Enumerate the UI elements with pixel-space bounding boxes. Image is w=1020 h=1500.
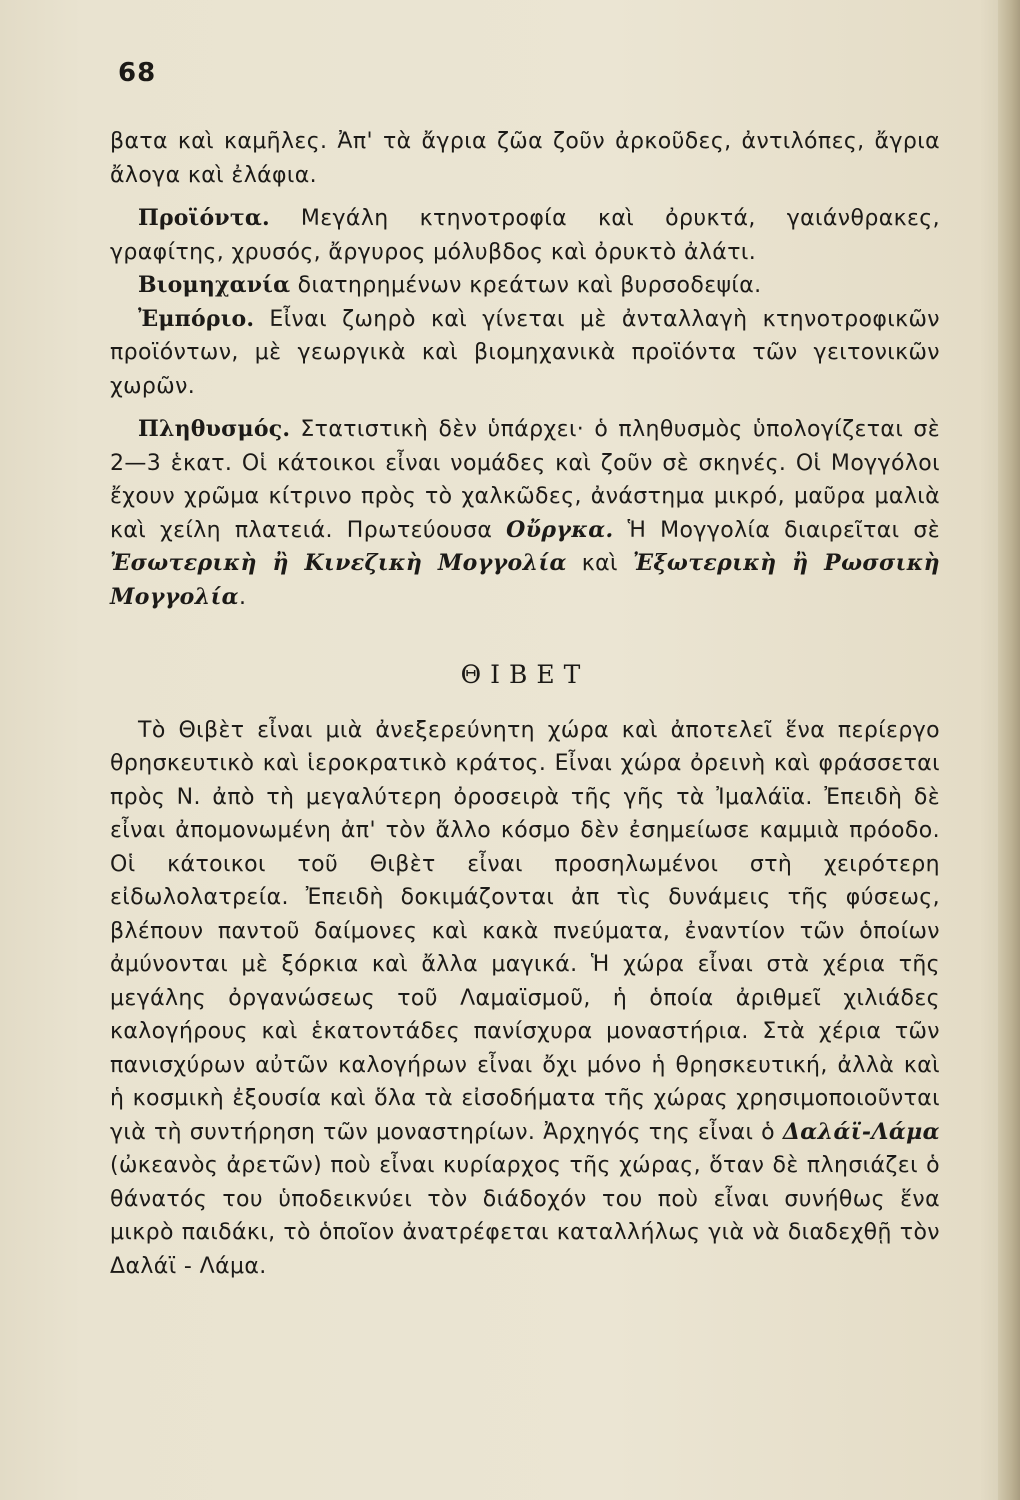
paragraph-animals: βατα καὶ καμῆλες. Ἀπ' τὰ ἄγρια ζῶα ζοῦν ἀρκοῦδες, ἀντιλόπες, ἄγρια ἄλογα καὶ ἐλάφια.	[110, 129, 940, 188]
population-text-4: .	[238, 584, 247, 610]
paragraph-trade	[110, 303, 940, 404]
term-population: Πληθυσμός.	[138, 416, 291, 442]
population-text-2: Ἡ Μογγολία διαιρεῖται σὲ	[613, 517, 941, 543]
population-text: Στατιστικὴ δὲν ὑπάρχει· ὁ πληθυσμὸς ὑπολογίζεται σὲ 2—3 ἑκατ. Οἱ κάτοικοι εἶναι νομάδες καὶ ζοῦν σὲ σκηνές. Οἱ Μογγόλοι ἔχουν χρῶμα κίτρινο πρὸς τὸ χαλκῶδες, ἀνάστημα μικρό, μαῦρα μαλιὰ καὶ χείλη πλατειά. Πρωτεύουσα	[110, 417, 940, 543]
body-text	[110, 125, 940, 1283]
paragraph-tibet	[110, 714, 940, 1284]
dalai-lama-name: Δαλάϊ-Λάμα	[782, 1118, 940, 1145]
paragraph-population	[110, 413, 940, 614]
trade-text: Εἶναι ζωηρὸ καὶ γίνεται μὲ ἀνταλλαγὴ κτηνοτροφικῶν προϊόντων, μὲ γεωργικὰ καὶ βιομηχανικὰ προϊόντα τῶν γειτονικῶν χωρῶν.	[110, 306, 940, 399]
region-outer-mongolia: Ἐξωτερικὴ ἢ Ρωσσικὴ Μογγολία	[110, 550, 940, 610]
tibet-text: Τὸ Θιβὲτ εἶναι μιὰ ἀνεξερεύνητη χώρα καὶ ἀποτελεῖ ἕνα περίεργο θρησκευτικὸ καὶ ἱεροκρατικὸ κράτος. Εἶναι χώρα ὀρεινὴ καὶ φράσσεται πρὸς Ν. ἀπὸ τὴ μεγαλύτερη ὀροσειρὰ τῆς γῆς τὰ Ἰμαλάϊα. Ἐπειδὴ δὲ εἶναι ἀπομονωμένη ἀπ' τὸν ἄλλο κόσμο δὲν ἐσημείωσε καμμιὰ πρόοδο. Οἱ κάτοικοι τοῦ Θιβὲτ εἶναι προσηλωμένοι στὴ χειρότερη εἰδωλολατρεία. Ἐπειδὴ δοκιμάζονται ἀπ τὶς δυνάμεις τῆς φύσεως, βλέπουν παντοῦ δαίμονες καὶ κακὰ πνεύματα, ἐναντίον τῶν ὁποίων ἀμύνονται μὲ ξόρκια καὶ ἄλλα μαγικά. Ἡ χώρα εἶναι στὰ χέρια τῆς μεγάλης ὀργανώσεως τοῦ Λαμαϊσμοῦ, ἡ ὁποία ἀριθμεῖ χιλιάδες καλογήρους καὶ ἑκατοντάδες πανίσχυρα μοναστήρια. Στὰ χέρια τῶν πανισχύρων αὐτῶν καλογήρων εἶναι ὄχι μόνο ἡ θρησκευτική, ἀλλὰ καὶ ἡ κοσμικὴ ἐξουσία καὶ ὅλα τὰ εἰσοδήματα τῆς χώρας χρησιμοποιοῦνται γιὰ τὴ συντήρηση τῶν μοναστηρίων. Ἀρχηγός της εἶναι ὁ	[110, 717, 940, 1145]
products-text: Μεγάλη κτηνοτροφία καὶ ὀρυκτά, γαιάνθρακες, γραφίτης, χρυσός, ἄργυρος μόλυβδος καὶ ὀρυκτὸ ἀλάτι.	[110, 206, 940, 265]
paragraph-industry	[110, 269, 940, 303]
population-text-3: καὶ	[566, 551, 633, 576]
page-edge	[998, 0, 1020, 1500]
industry-text: διατηρημένων κρεάτων καὶ βυρσοδεψία.	[290, 273, 762, 298]
paragraph-products	[110, 202, 940, 269]
tibet-text-2: (ὠκεανὸς ἀρετῶν) ποὺ εἶναι κυρίαρχος τῆς χώρας, ὅταν δὲ πλησιάζει ὁ θάνατός του ὑποδεικνύει τὸν διάδοχόν του ποὺ εἶναι συνήθως ἕνα μικρὸ παιδάκι, τὸ ὁποῖον ἀνατρέφεται καταλλήλως γιὰ νὰ διαδεχθῇ τὸν Δαλάϊ - Λάμα.	[110, 1153, 940, 1279]
term-products: Προϊόντα.	[138, 205, 270, 231]
section-heading: ΘΙΒΕΤ	[460, 660, 590, 689]
region-inner-mongolia: Ἐσωτερικὴ ἢ Κινεζικὴ Μογγολία	[110, 550, 567, 576]
term-trade: Ἐμπόριο.	[138, 305, 255, 332]
capital-name: Οὔργκα.	[506, 516, 614, 543]
page-number: 68	[118, 58, 157, 88]
term-industry: Βιομηχανία	[138, 272, 291, 298]
